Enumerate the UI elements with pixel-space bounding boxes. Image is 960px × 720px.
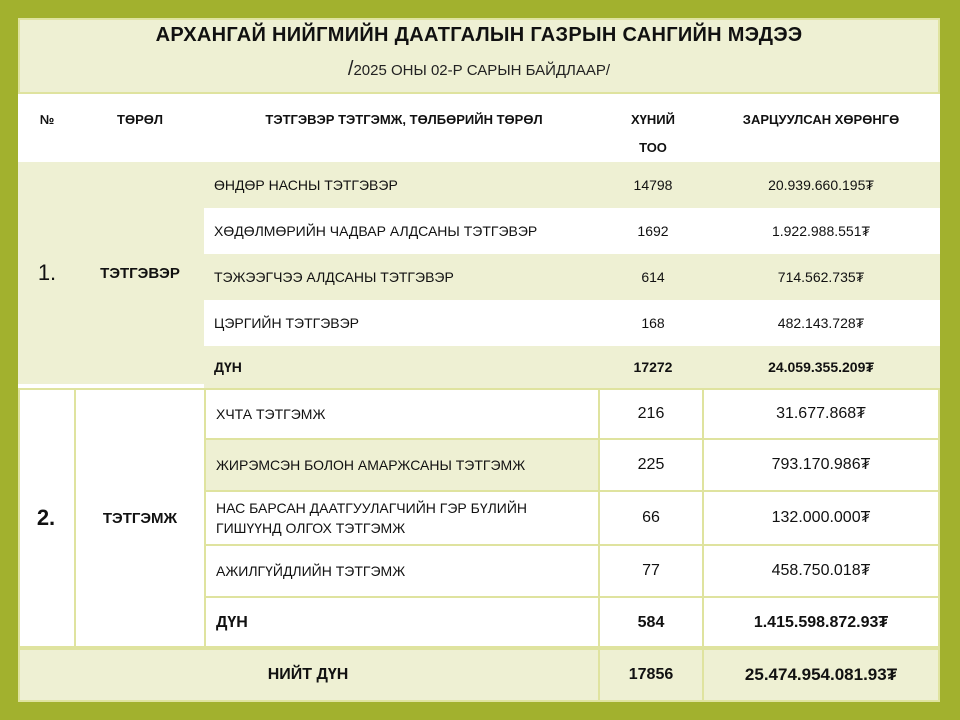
section2-total-label: ДҮН [216, 614, 248, 631]
section2-row1-count: 216 [637, 405, 665, 422]
header-type: ТӨРӨЛ [117, 112, 163, 127]
section2-row3-name-line1: НАС БАРСАН ДААТГУУЛАГЧИЙН ГЭР БҮЛИЙН [216, 500, 528, 516]
section2-row3-name [216, 492, 596, 544]
section2-row3-amount: 132.000.000₮ [771, 509, 871, 526]
section1-row4-name: ЦЭРГИЙН ТЭТГЭВЭР [214, 315, 360, 331]
grand-total-label: НИЙТ ДҮН [267, 666, 349, 683]
section2-row1-amount: 31.677.868₮ [776, 405, 866, 422]
header-count [604, 94, 702, 162]
section1-row1-name: ӨНДӨР НАСНЫ ТЭТГЭВЭР [214, 177, 398, 193]
section2-row4-count: 77 [642, 562, 660, 579]
section2-type: ТЭТГЭМЖ [102, 509, 178, 527]
header-count-line1: ХҮНИЙ [631, 112, 675, 127]
section1-row3-amount: 714.562.735₮ [777, 269, 865, 285]
section1-row3-name: ТЭЖЭЭГЧЭЭ АЛДСАНЫ ТЭТГЭВЭР [214, 269, 454, 285]
report-subtitle [20, 58, 938, 81]
section1-row2-name: ХӨДӨЛМӨРИЙН ЧАДВАР АЛДСАНЫ ТЭТГЭВЭР [214, 223, 538, 239]
section2-total-count: 584 [637, 614, 665, 631]
section2-row4-amount: 458.750.018₮ [771, 562, 871, 579]
grand-total-count: 17856 [628, 666, 674, 683]
report-title: АРХАНГАЙ НИЙГМИЙН ДААТГАЛЫН ГАЗРЫН САНГИЙН МЭДЭЭ [155, 24, 803, 46]
grand-total-amount: 25.474.954.081.93₮ [744, 665, 898, 684]
section1-row2-amount: 1.922.988.551₮ [771, 223, 871, 239]
section1-type: ТЭТГЭВЭР [100, 264, 180, 282]
report-sheet [18, 18, 940, 702]
section2-row2-name: ЖИРЭМСЭН БОЛОН АМАРЖСАНЫ ТЭТГЭМЖ [216, 457, 526, 473]
section2-vline-2 [204, 388, 206, 648]
subtitle-slash: / [347, 58, 354, 80]
section2-row4-name: АЖИЛГҮЙДЛИЙН ТЭТГЭМЖ [216, 563, 406, 579]
section2-row2-amount: 793.170.986₮ [771, 456, 871, 473]
section1-number: 1. [37, 260, 57, 285]
section2-row2-count: 225 [637, 456, 665, 473]
section1-row1-count: 14798 [633, 177, 673, 193]
header-amount: ЗАРЦУУЛСАН ХӨРӨНГӨ [742, 112, 900, 127]
section1-row4-amount: 482.143.728₮ [777, 315, 865, 331]
header-no: № [39, 112, 55, 127]
section2-row3-count: 66 [642, 509, 660, 526]
section1-row3-count: 614 [641, 269, 665, 285]
section1-row2-count: 1692 [637, 223, 669, 239]
header-count-line2: ТОО [639, 140, 667, 155]
header-kind: ТЭТГЭВЭР ТЭТГЭМЖ, ТӨЛБӨРИЙН ТӨРӨЛ [265, 112, 543, 127]
section2-row3-name-line2: ГИШҮҮНД ОЛГОХ ТЭТГЭМЖ [216, 520, 406, 536]
title-band [18, 18, 940, 94]
subtitle-text: 2025 ОНЫ 02-Р САРЫН БАЙДЛААР/ [353, 62, 611, 79]
section1-total-count: 17272 [633, 359, 673, 375]
section1-total-label: ДҮН [214, 359, 242, 375]
section2-number: 2. [36, 505, 56, 530]
section2-total-amount: 1.415.598.872.93₮ [753, 614, 889, 631]
section2-row1-name: ХЧТА ТЭТГЭМЖ [216, 406, 326, 422]
section1-total-amount: 24.059.355.209₮ [768, 359, 874, 375]
section1-row4-count: 168 [641, 315, 665, 331]
section1-row1-amount: 20.939.660.195₮ [768, 177, 874, 193]
